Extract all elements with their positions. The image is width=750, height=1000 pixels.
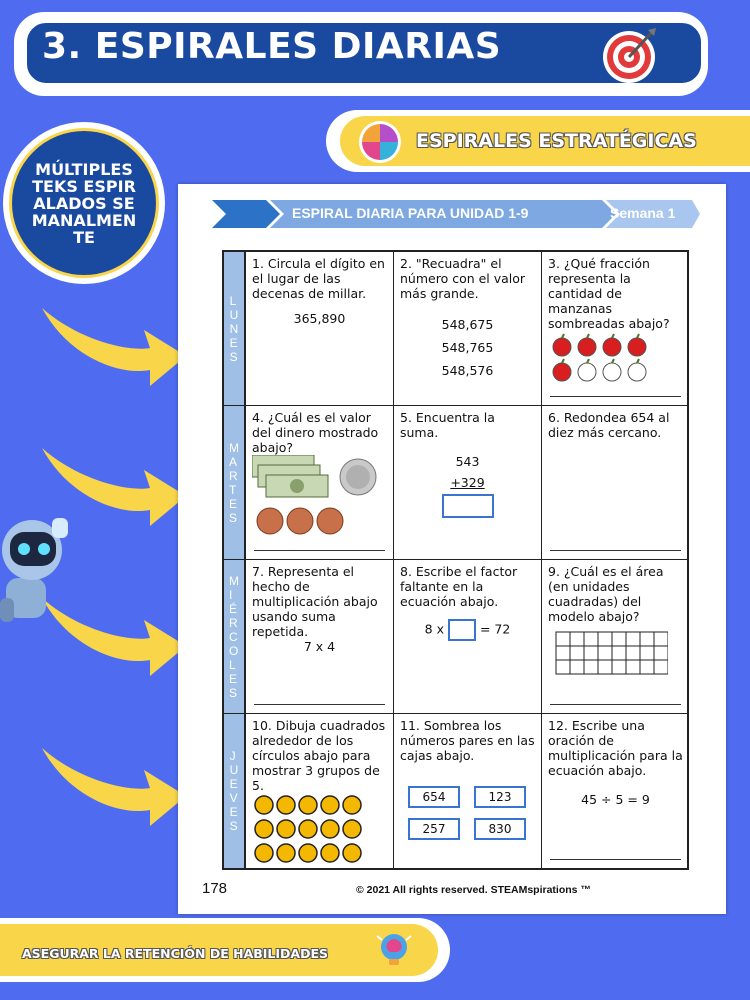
multiplication-fact: 7 x 4 [303,639,336,654]
unshaded-apple-icon [603,359,621,381]
number-box[interactable]: 654 [408,786,460,808]
badge-label: ESPIRALES ESTRATÉGICAS [416,130,697,152]
penny-icon [257,508,343,534]
answer-line[interactable] [550,550,681,551]
grid-unit-square [570,632,584,646]
yellow-circle [321,820,339,838]
sum-answer-box[interactable] [442,494,494,518]
question-8-text: 8. Escribe el factor faltante en la ecuación abajo. [400,564,518,609]
grid-unit-square [570,660,584,674]
yellow-circle [255,844,273,862]
grid-unit-square [640,646,654,660]
grid-unit-square [556,660,570,674]
yellow-circle [255,796,273,814]
arrow-icon [38,740,188,830]
page-number: 178 [202,880,228,897]
question-4-text: 4. ¿Cuál es el valor del dinero mostrado abajo? [252,410,379,455]
week-label: Semana 1 [610,205,676,221]
day-label-text: J U E V E S [229,749,239,833]
money-image [252,455,388,537]
yellow-circle [343,796,361,814]
question-10-cell [245,714,393,868]
question-12-cell [541,714,689,868]
arrow-icon [38,300,188,390]
question-2-cell [393,252,541,406]
yellow-circle [343,844,361,862]
grid-unit-square [612,632,626,646]
question-7-text: 7. Representa el hecho de multiplicación abajo usando suma repetida. [252,564,378,639]
question-9-cell [541,560,689,714]
question-5-cell [393,406,541,560]
grid-unit-square [640,632,654,646]
grid-unit-square [598,632,612,646]
grid-unit-square [598,646,612,660]
shaded-apple-icon [553,334,571,356]
worksheet-page [178,184,726,914]
page-title: 3. ESPIRALES DIARIAS [42,26,502,67]
shaded-apple-icon [578,334,596,356]
spiral-grid [222,250,689,870]
circle-array [252,793,372,867]
day-label-text: M A R T E S [229,440,239,525]
yellow-circle [299,796,317,814]
answer-line[interactable] [550,704,681,705]
yellow-circle [343,820,361,838]
area-model-grid [548,628,668,684]
grid-unit-square [584,632,598,646]
shaded-apple-icon [553,359,571,381]
yellow-circle [255,820,273,838]
grid-unit-square [654,646,668,660]
grid-unit-square [598,660,612,674]
grid-unit-square [640,660,654,674]
equation-left: 8 x [424,621,444,637]
question-9-text: 9. ¿Cuál es el área (en unidades cuadradas) del modelo abajo? [548,564,664,624]
yellow-circle [277,844,295,862]
lightbulb-brain-icon [374,930,414,970]
answer-line[interactable] [254,704,385,705]
teks-circle-text: MÚLTIPLES TEKS ESPIRALADOS SEMANALMENTE [31,159,137,247]
yellow-circle [321,844,339,862]
question-2-number[interactable]: 548,765 [441,340,494,355]
day-label-text: M I É R C O L E S [229,573,239,700]
question-2-number[interactable]: 548,675 [441,317,494,332]
number-box[interactable]: 123 [474,786,526,808]
day-label-tuesday [224,406,245,560]
grid-unit-square [584,646,598,660]
missing-factor-box[interactable] [448,619,476,641]
copyright-text: © 2021 All rights reserved. STEAMspirations ™ [356,884,591,896]
unshaded-apple-icon [578,359,596,381]
question-6-cell [541,406,689,560]
question-7-cell [245,560,393,714]
apples-image [548,331,668,385]
day-label-thursday [224,714,245,868]
worksheet-title: ESPIRAL DIARIA PARA UNIDAD 1-9 [292,205,529,221]
question-4-cell [245,406,393,560]
question-11-cell [393,714,541,868]
grid-unit-square [654,632,668,646]
shaded-apple-icon [603,334,621,356]
yellow-circle [277,796,295,814]
number-box[interactable]: 830 [474,818,526,840]
question-1-text: 1. Circula el dígito en el lugar de las decenas de millar. [252,256,385,301]
robot-icon [0,508,70,624]
question-2-text: 2. "Recuadra" el número con el valor más grande. [400,256,526,301]
answer-line[interactable] [550,396,681,397]
question-12-text: 12. Escribe una oración de multiplicación para la ecuación abajo. [548,718,683,778]
grid-unit-square [626,646,640,660]
question-6-text: 6. Redondea 654 al diez más cercano. [548,410,670,440]
strategy-quadrant-icon [358,120,402,164]
quarter-icon [340,459,376,495]
shaded-apple-icon [628,334,646,356]
division-equation: 45 ÷ 5 = 9 [581,792,650,807]
day-label-monday [224,252,245,406]
day-label-wednesday [224,560,245,714]
answer-line[interactable] [254,550,385,551]
question-1-cell [245,252,393,406]
grid-unit-square [556,632,570,646]
bottom-banner-text: ASEGURAR LA RETENCIÓN DE HABILIDADES [22,946,329,961]
question-10-text: 10. Dibuja cuadrados alrededor de los círculos abajo para mostrar 3 grupos de 5. [252,718,386,793]
grid-unit-square [654,660,668,674]
addend-bottom: +329 [450,475,485,490]
yellow-circle [299,844,317,862]
number-box[interactable]: 257 [408,818,460,840]
teks-circle-inner [9,128,159,278]
grid-unit-square [626,660,640,674]
grid-unit-square [612,660,626,674]
question-1-number[interactable]: 365,890 [293,311,346,326]
answer-line[interactable] [550,859,681,860]
grid-unit-square [556,646,570,660]
question-11-text: 11. Sombrea los números pares en las cajas abajo. [400,718,535,763]
question-8-cell [393,560,541,714]
yellow-circle [321,796,339,814]
grid-unit-square [584,660,598,674]
equation-right: = 72 [479,621,511,637]
target-icon [600,26,658,84]
question-5-text: 5. Encuentra la suma. [400,410,495,440]
day-label-text: L U N E S [229,293,239,364]
grid-unit-square [612,646,626,660]
question-2-number[interactable]: 548,576 [441,363,494,378]
question-3-cell [541,252,689,406]
question-3-text: 3. ¿Qué fracción representa la cantidad de manzanas sombreadas abajo? [548,256,670,331]
addend-top: 543 [455,454,480,469]
grid-unit-square [570,646,584,660]
dollar-bill-icon [252,455,328,497]
yellow-circle [277,820,295,838]
grid-unit-square [626,632,640,646]
yellow-circle [299,820,317,838]
unshaded-apple-icon [628,359,646,381]
